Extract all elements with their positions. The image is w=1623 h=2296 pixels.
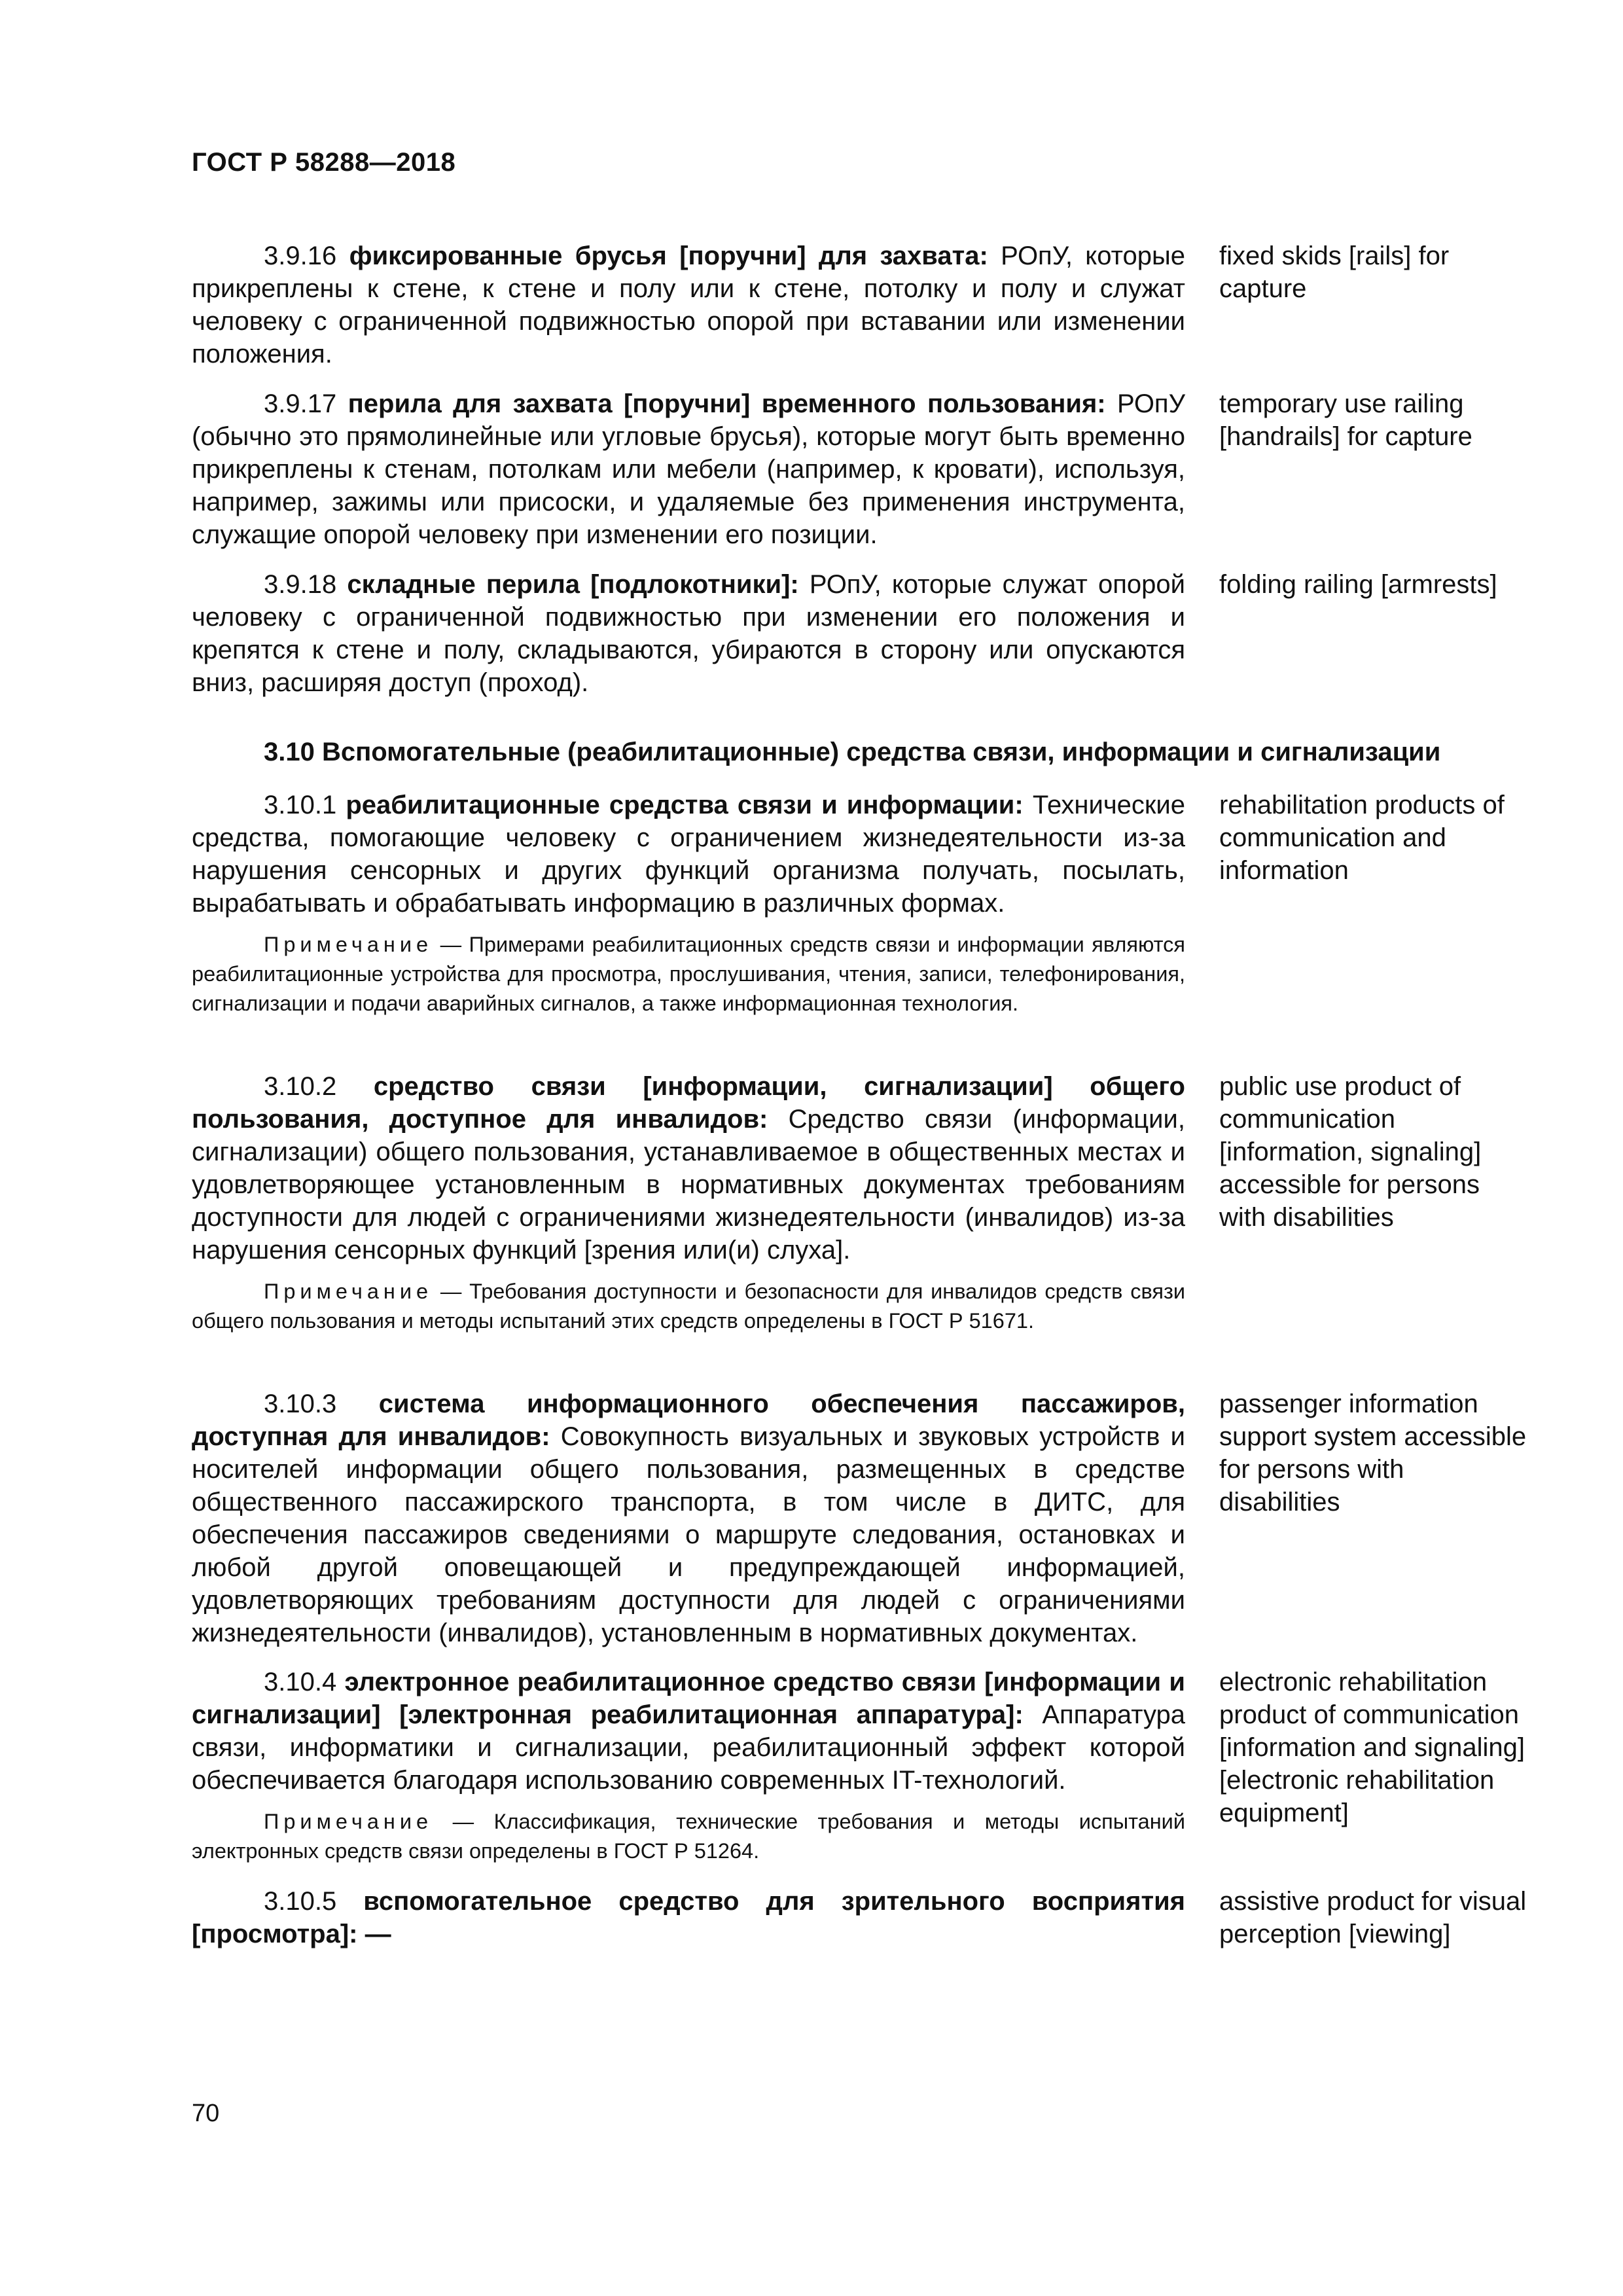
term-definition: Совокупность визуальных и звуковых устройств и носителей информации общего пользования, размещенных в средстве общественного пассажирского транспорта, в том числе в ДИТС, для обеспечения пассажиров сведениями о маршруте следования, остановках и любой другой оповещающей и предупреждающей информацией, удовлетворяющих требованиям доступности для людей с ограничениями жизнедеятельности (инвалидов), установленным в нормативных документах.	[192, 1422, 1185, 1647]
term-entry-3-9-18	[192, 568, 1525, 699]
term-ru	[192, 789, 1185, 1018]
term-definition: Технические средства, помогающие человеку с ограничением жизнедеятельности из-за нарушения сенсорных и других функций организма получать, посылать, вырабатывать и обрабатывать информацию в различных формах.	[192, 791, 1185, 918]
term-number: 3.10.3	[264, 1390, 337, 1418]
term-en: electronic rehabilitation product of communication [information and signaling] [electronic rehabilitation equipment]	[1219, 1668, 1525, 1827]
term-en: folding railing [armrests]	[1219, 570, 1497, 599]
note-label: Примечание	[264, 1280, 433, 1303]
term-ru	[192, 1070, 1185, 1336]
term-entry-3-9-17	[192, 387, 1525, 551]
term-number: 3.9.16	[264, 242, 337, 270]
term-definition: РОпУ (обычно это прямолинейные или угловые брусья), которые могут быть временно прикреплены к стенам, потолкам или мебели (например, к кровати), используя, например, зажимы или присоски, и удаляемые без применения инструмента, служащие опорой человеку при изменении его позиции.	[192, 389, 1185, 549]
note-text: — Классификация, технические требования и методы испытаний электронных средств связи определены в ГОСТ Р 51264.	[192, 1810, 1185, 1863]
term-ru	[192, 568, 1185, 699]
term-note	[192, 1807, 1185, 1866]
term-entry-3-10-5	[192, 1885, 1525, 1950]
term-ru	[192, 1885, 1185, 1950]
term-entry-3-9-16	[192, 240, 1525, 370]
term-number: 3.10.5	[264, 1887, 337, 1916]
term-title: система информационного обеспечения пассажиров, доступная для инвалидов:	[192, 1390, 1185, 1451]
term-number: 3.10.2	[264, 1072, 337, 1101]
note-text: — Требования доступности и безопасности для инвалидов средств связи общего пользования и методы испытаний этих средств определены в ГОСТ Р 51671.	[192, 1280, 1186, 1333]
term-en: rehabilitation products of communication and information	[1219, 791, 1505, 885]
note-label: Примечание	[264, 1810, 433, 1833]
term-title: складные перила [подлокотники]:	[347, 570, 799, 599]
term-ru	[192, 240, 1185, 370]
term-title: вспомогательное средство для зрительного восприятия [просмотра]: —	[192, 1887, 1185, 1948]
term-title: электронное реабилитационное средство связи [информации и сигнализации] [электронная реабилитационная аппаратура]:	[192, 1668, 1185, 1729]
term-definition: РОпУ, которые служат опорой человеку с ограниченной подвижностью при изменении его положения и крепятся к стене и полу, складываются, убираются в сторону или опускаются вниз, расширяя доступ (проход).	[192, 570, 1186, 697]
term-en: assistive product for visual perception [viewing]	[1219, 1887, 1527, 1948]
term-en: public use product of communication [information, signaling] accessible for persons with disabilities	[1219, 1072, 1482, 1232]
term-definition: РОпУ, которые прикреплены к стене, к стене и полу или к стене, потолку и полу и служат человеку с ограниченной подвижностью опорой при вставании или изменении положения.	[192, 242, 1185, 368]
page-number: 70	[192, 2100, 220, 2127]
term-entry-3-10-2	[192, 1070, 1525, 1336]
note-text: — Примерами реабилитационных средств связи и информации являются реабилитационные устройства для просмотра, прослушивания, чтения, записи, телефонирования, сигнализации и подачи аварийных сигналов, а также информационная технология.	[192, 933, 1185, 1015]
note-label: Примечание	[264, 933, 433, 956]
document-header: ГОСТ Р 58288—2018	[192, 148, 456, 177]
term-definition: Средство связи (информации, сигнализации) общего пользования, устанавливаемое в общественных местах и удовлетворяющее установленным в нормативных документах требованиям доступности для людей с ограничениями жизнедеятельности (инвалидов) из-за нарушения сенсорных функций [зрения или(и) слуха].	[192, 1105, 1185, 1265]
term-ru	[192, 1388, 1185, 1649]
term-entry-3-10-1	[192, 789, 1525, 1018]
term-number: 3.9.17	[264, 389, 337, 418]
term-note	[192, 930, 1185, 1018]
term-en: fixed skids [rails] for capture	[1219, 242, 1450, 303]
term-ru	[192, 387, 1185, 551]
term-number: 3.9.18	[264, 570, 337, 599]
term-entry-3-10-4	[192, 1666, 1525, 1866]
term-ru	[192, 1666, 1185, 1866]
term-title: средство связи [информации, сигнализации] общего пользования, доступное для инвалидов:	[192, 1072, 1185, 1134]
term-title: перила для захвата [поручни] временного пользования:	[348, 389, 1106, 418]
section-heading-3-10: 3.10 Вспомогательные (реабилитационные) средства связи, информации и сигнализации	[264, 738, 1441, 766]
term-number: 3.10.1	[264, 791, 337, 819]
term-definition: Аппаратура связи, информатики и сигнализации, реабилитационный эффект которой обеспечивается благодаря использованию современных IT-технологий.	[192, 1700, 1185, 1795]
term-entry-3-10-3	[192, 1388, 1525, 1649]
term-en: temporary use railing [handrails] for capture	[1219, 389, 1472, 451]
term-title: фиксированные брусья [поручни] для захвата:	[349, 242, 988, 270]
term-en: passenger information support system accessible for persons with disabilities	[1219, 1390, 1527, 1516]
term-title: реабилитационные средства связи и информации:	[346, 791, 1024, 819]
term-number: 3.10.4	[264, 1668, 337, 1696]
term-note	[192, 1277, 1185, 1336]
